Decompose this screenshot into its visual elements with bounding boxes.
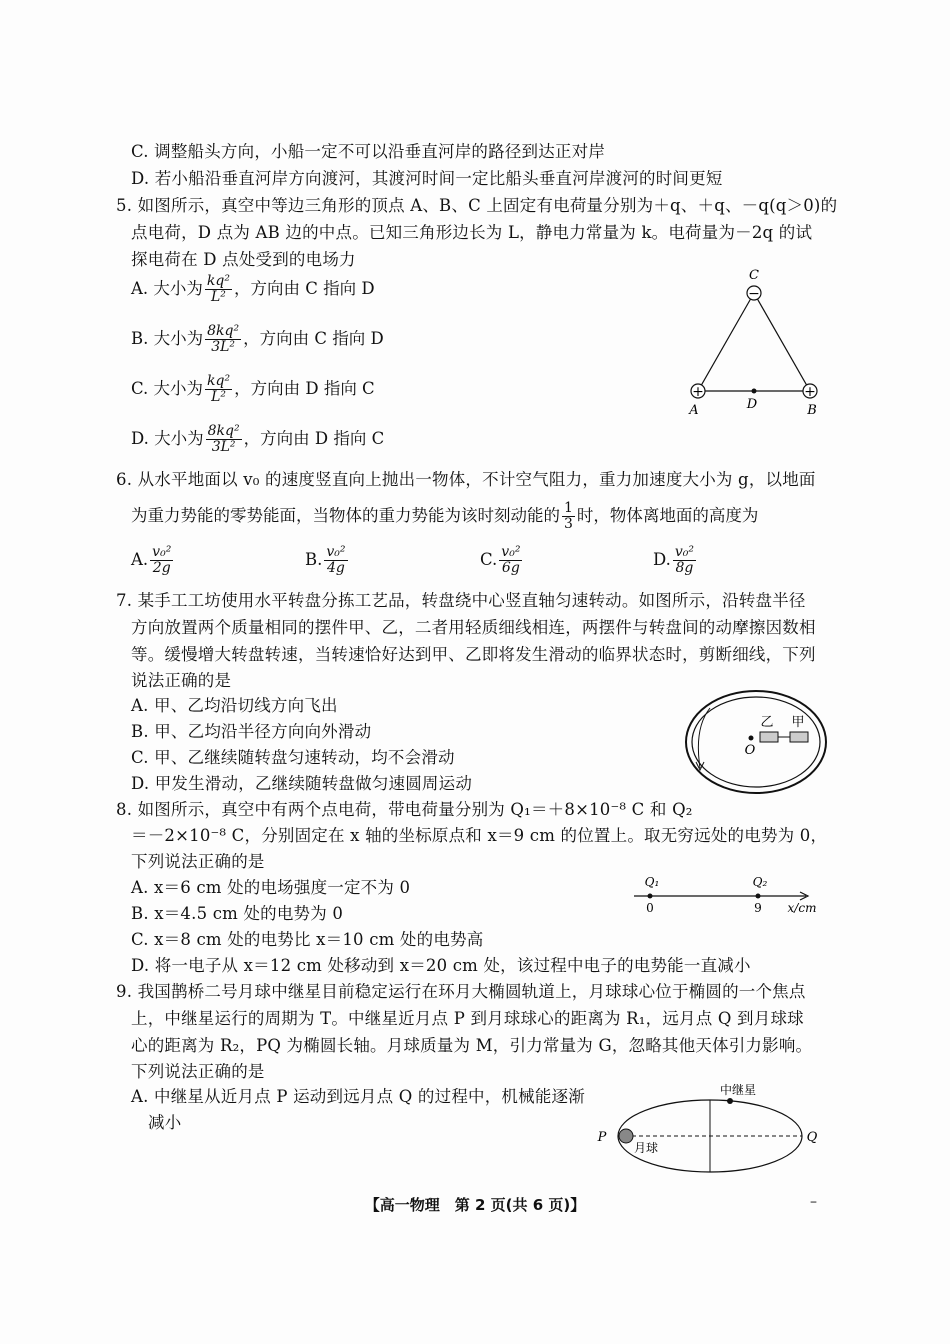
q5-option-b [131, 324, 384, 355]
q6-option-c-label: C. [480, 550, 498, 569]
q6-option-c [480, 545, 524, 576]
q6-option-d-label: D. [653, 550, 671, 569]
q6-option-a-label: A. [131, 550, 149, 569]
q7-option-d: D. 甲发生滑动，乙继续随转盘做匀速圆周运动 [131, 774, 473, 793]
triangle-edge-cb [754, 293, 810, 391]
q7-stem-line1: 7. 某手工工坊使用水平转盘分拣工艺品，转盘绕中心竖直轴匀速转动。如图所示，沿转盘半径 [116, 591, 806, 610]
q5-stem-line3: 探电荷在 D 点处受到的电场力 [131, 250, 356, 269]
charge-a-sign: + [692, 384, 704, 400]
q9-orbit-figure [590, 1080, 830, 1180]
q5-option-d [131, 424, 384, 455]
q5-option-a-fraction [205, 274, 232, 305]
q5-option-b-numerator: 8kq² [207, 323, 240, 339]
q6-option-a-denominator: 2g [152, 560, 171, 576]
q8-stem-line2: ＝－2×10⁻⁸ C，分别固定在 x 轴的坐标原点和 x＝9 cm 的位置上。取无穷远处的电势为 0， [131, 826, 828, 845]
q6-stem-fraction [562, 501, 575, 532]
q7-option-c: C. 甲、乙继续随转盘匀速转动，均不会滑动 [131, 748, 455, 767]
q5-option-a-prefix: A. 大小为 [131, 279, 203, 298]
q8-option-c: C. x＝8 cm 处的电势比 x＝10 cm 处的电势高 [131, 930, 484, 949]
q6-option-d-denominator: 8g [675, 560, 694, 576]
q6-option-b-label: B. [305, 550, 323, 569]
q8-stem-line1: 8. 如图所示，真空中有两个点电荷，带电荷量分别为 Q₁＝＋8×10⁻⁸ C 和 Q₂ [116, 800, 693, 819]
q5-option-a-denominator: L² [210, 289, 226, 305]
tick-0: 0 [646, 901, 654, 915]
q4-option-d: D. 若小船沿垂直河岸方向渡河，其渡河时间一定比船头垂直河岸渡河的时间更短 [131, 169, 723, 188]
charge-c-sign: − [748, 286, 760, 302]
q9-stem-line3: 心的距离为 R₂，PQ 为椭圆长轴。月球质量为 M，引力常量为 G，忽略其他天体引力影响。 [131, 1036, 813, 1055]
q5-option-d-numerator: 8kq² [207, 423, 240, 439]
q5-option-d-fraction [206, 424, 242, 455]
q6-option-d-fraction [673, 545, 696, 576]
q5-option-c-suffix: ，方向由 D 指向 C [234, 379, 375, 398]
corner-mark: – [810, 1194, 817, 1210]
q5-option-b-suffix: ，方向由 C 指向 D [243, 329, 384, 348]
q4-option-c: C. 调整船头方向，小船一定不可以沿垂直河岸的路径到达正对岸 [131, 142, 606, 161]
q6-option-b-numerator: v₀² [326, 544, 346, 560]
q7-stem-line3: 等。缓慢增大转盘转速，当转速恰好达到甲、乙即将发生滑动的临界状态时，剪断细线，下列 [131, 645, 816, 664]
q5-option-c-prefix: C. 大小为 [131, 379, 204, 398]
q6-stem-fraction-denominator: 3 [564, 516, 573, 532]
center-o-dot [749, 736, 754, 741]
q9-stem-line2: 上，中继星运行的周期为 T。中继星近月点 P 到月球球心的距离为 R₁，远月点 Q 到月球球 [131, 1009, 804, 1028]
q6-option-d-numerator: v₀² [674, 544, 695, 560]
q5-option-c-denominator: L² [211, 389, 227, 405]
q6-option-a [131, 545, 175, 576]
label-yi: 乙 [760, 715, 774, 730]
label-jia: 甲 [791, 715, 805, 730]
q9-option-a-line2: 减小 [148, 1113, 182, 1132]
label-b: B [807, 403, 817, 418]
label-q2: Q₂ [752, 875, 768, 889]
q7-stem-line2: 方向放置两个质量相同的摆件甲、乙，二者用轻质细线相连，两摆件与转盘间的动摩擦因数相 [131, 618, 816, 637]
q6-stem-line2-suffix: 时，物体离地面的高度为 [576, 506, 759, 525]
q6-option-a-fraction [150, 545, 173, 576]
charge-q2-dot [756, 894, 761, 899]
q5-option-c-numerator: kq² [207, 373, 231, 389]
q7-turntable-figure [680, 688, 840, 798]
label-c: C [749, 268, 759, 283]
axis-label: x/cm [787, 901, 817, 915]
charge-q1-dot [648, 894, 653, 899]
block-yi [760, 732, 778, 742]
label-a: A [689, 403, 699, 418]
q5-option-d-prefix: D. 大小为 [131, 429, 204, 448]
relay-satellite-dot [727, 1098, 733, 1104]
block-jia [790, 732, 808, 742]
page-footer: 【高一物理 第 2 页(共 6 页)】 [364, 1196, 586, 1214]
q5-option-a [131, 274, 375, 305]
q6-option-d [653, 545, 698, 576]
point-d-dot [752, 389, 757, 394]
q5-option-b-denominator: 3L² [211, 339, 236, 355]
q9-stem-line4: 下列说法正确的是 [131, 1062, 265, 1081]
q7-option-a: A. 甲、乙均沿切线方向飞出 [131, 696, 338, 715]
q5-option-b-prefix: B. 大小为 [131, 329, 204, 348]
q6-stem-line1: 6. 从水平地面以 v₀ 的速度竖直向上抛出一物体，不计空气阻力，重力加速度大小为 g，以地面 [116, 470, 816, 489]
q6-option-b-denominator: 4g [327, 560, 345, 576]
q6-stem-line2 [131, 501, 758, 532]
q8-option-a: A. x＝6 cm 处的电场强度一定不为 0 [131, 878, 411, 897]
label-p: P [597, 1130, 607, 1145]
triangle-edge-ca [698, 293, 754, 391]
tick-9: 9 [754, 901, 762, 915]
charge-b-sign: + [804, 384, 816, 400]
q6-option-b-fraction [324, 545, 347, 576]
q5-option-d-suffix: ，方向由 D 指向 C [243, 429, 385, 448]
q6-stem-line2-prefix: 为重力势能的零势能面，当物体的重力势能为该时刻动能的 [131, 506, 560, 525]
q8-stem-line3: 下列说法正确的是 [131, 852, 265, 871]
q5-stem-line2: 点电荷，D 点为 AB 边的中点。已知三角形边长为 L，静电力常量为 k。电荷量为－2q 的试 [131, 223, 813, 242]
q5-option-c-fraction [205, 374, 232, 405]
q5-stem-line1: 5. 如图所示，真空中等边三角形的顶点 A、B、C 上固定有电荷量分别为＋q、＋q、－q(q＞0)的 [116, 196, 838, 215]
q9-stem-line1: 9. 我国鹊桥二号月球中继星目前稳定运行在环月大椭圆轨道上，月球球心位于椭圆的一个焦点 [116, 982, 806, 1001]
label-q1: Q₁ [644, 875, 660, 889]
q8-option-b: B. x＝4.5 cm 处的电势为 0 [131, 904, 344, 923]
rotation-arrow-arc [698, 708, 710, 768]
q8-option-d: D. 将一电子从 x＝12 cm 处移动到 x＝20 cm 处，该过程中电子的电势能一直减小 [131, 956, 751, 975]
q5-option-c [131, 374, 375, 405]
q7-stem-line4: 说法正确的是 [131, 671, 232, 690]
label-moon: 月球 [633, 1141, 659, 1155]
q6-option-c-numerator: v₀² [501, 544, 521, 560]
label-o: O [744, 743, 756, 758]
label-q: Q [806, 1130, 818, 1145]
q5-option-d-denominator: 3L² [211, 439, 236, 455]
q9-option-a-line1: A. 中继星从近月点 P 运动到远月点 Q 的过程中，机械能逐渐 [131, 1087, 585, 1106]
q5-option-a-numerator: kq² [206, 273, 230, 289]
q6-stem-fraction-numerator: 1 [564, 500, 573, 516]
q6-option-a-numerator: v₀² [152, 544, 172, 560]
q6-option-b [305, 545, 350, 576]
q5-option-a-suffix: ，方向由 C 指向 D [233, 279, 375, 298]
label-d: D [746, 397, 758, 412]
q7-option-b: B. 甲、乙均沿半径方向向外滑动 [131, 722, 372, 741]
q5-triangle-figure [670, 265, 840, 425]
moon-body [619, 1129, 633, 1143]
q8-axis-figure [630, 872, 830, 920]
q5-option-b-fraction [205, 324, 241, 355]
label-relay-satellite: 中继星 [719, 1083, 757, 1097]
q6-option-c-fraction [499, 545, 522, 576]
q6-option-c-denominator: 6g [501, 560, 520, 576]
